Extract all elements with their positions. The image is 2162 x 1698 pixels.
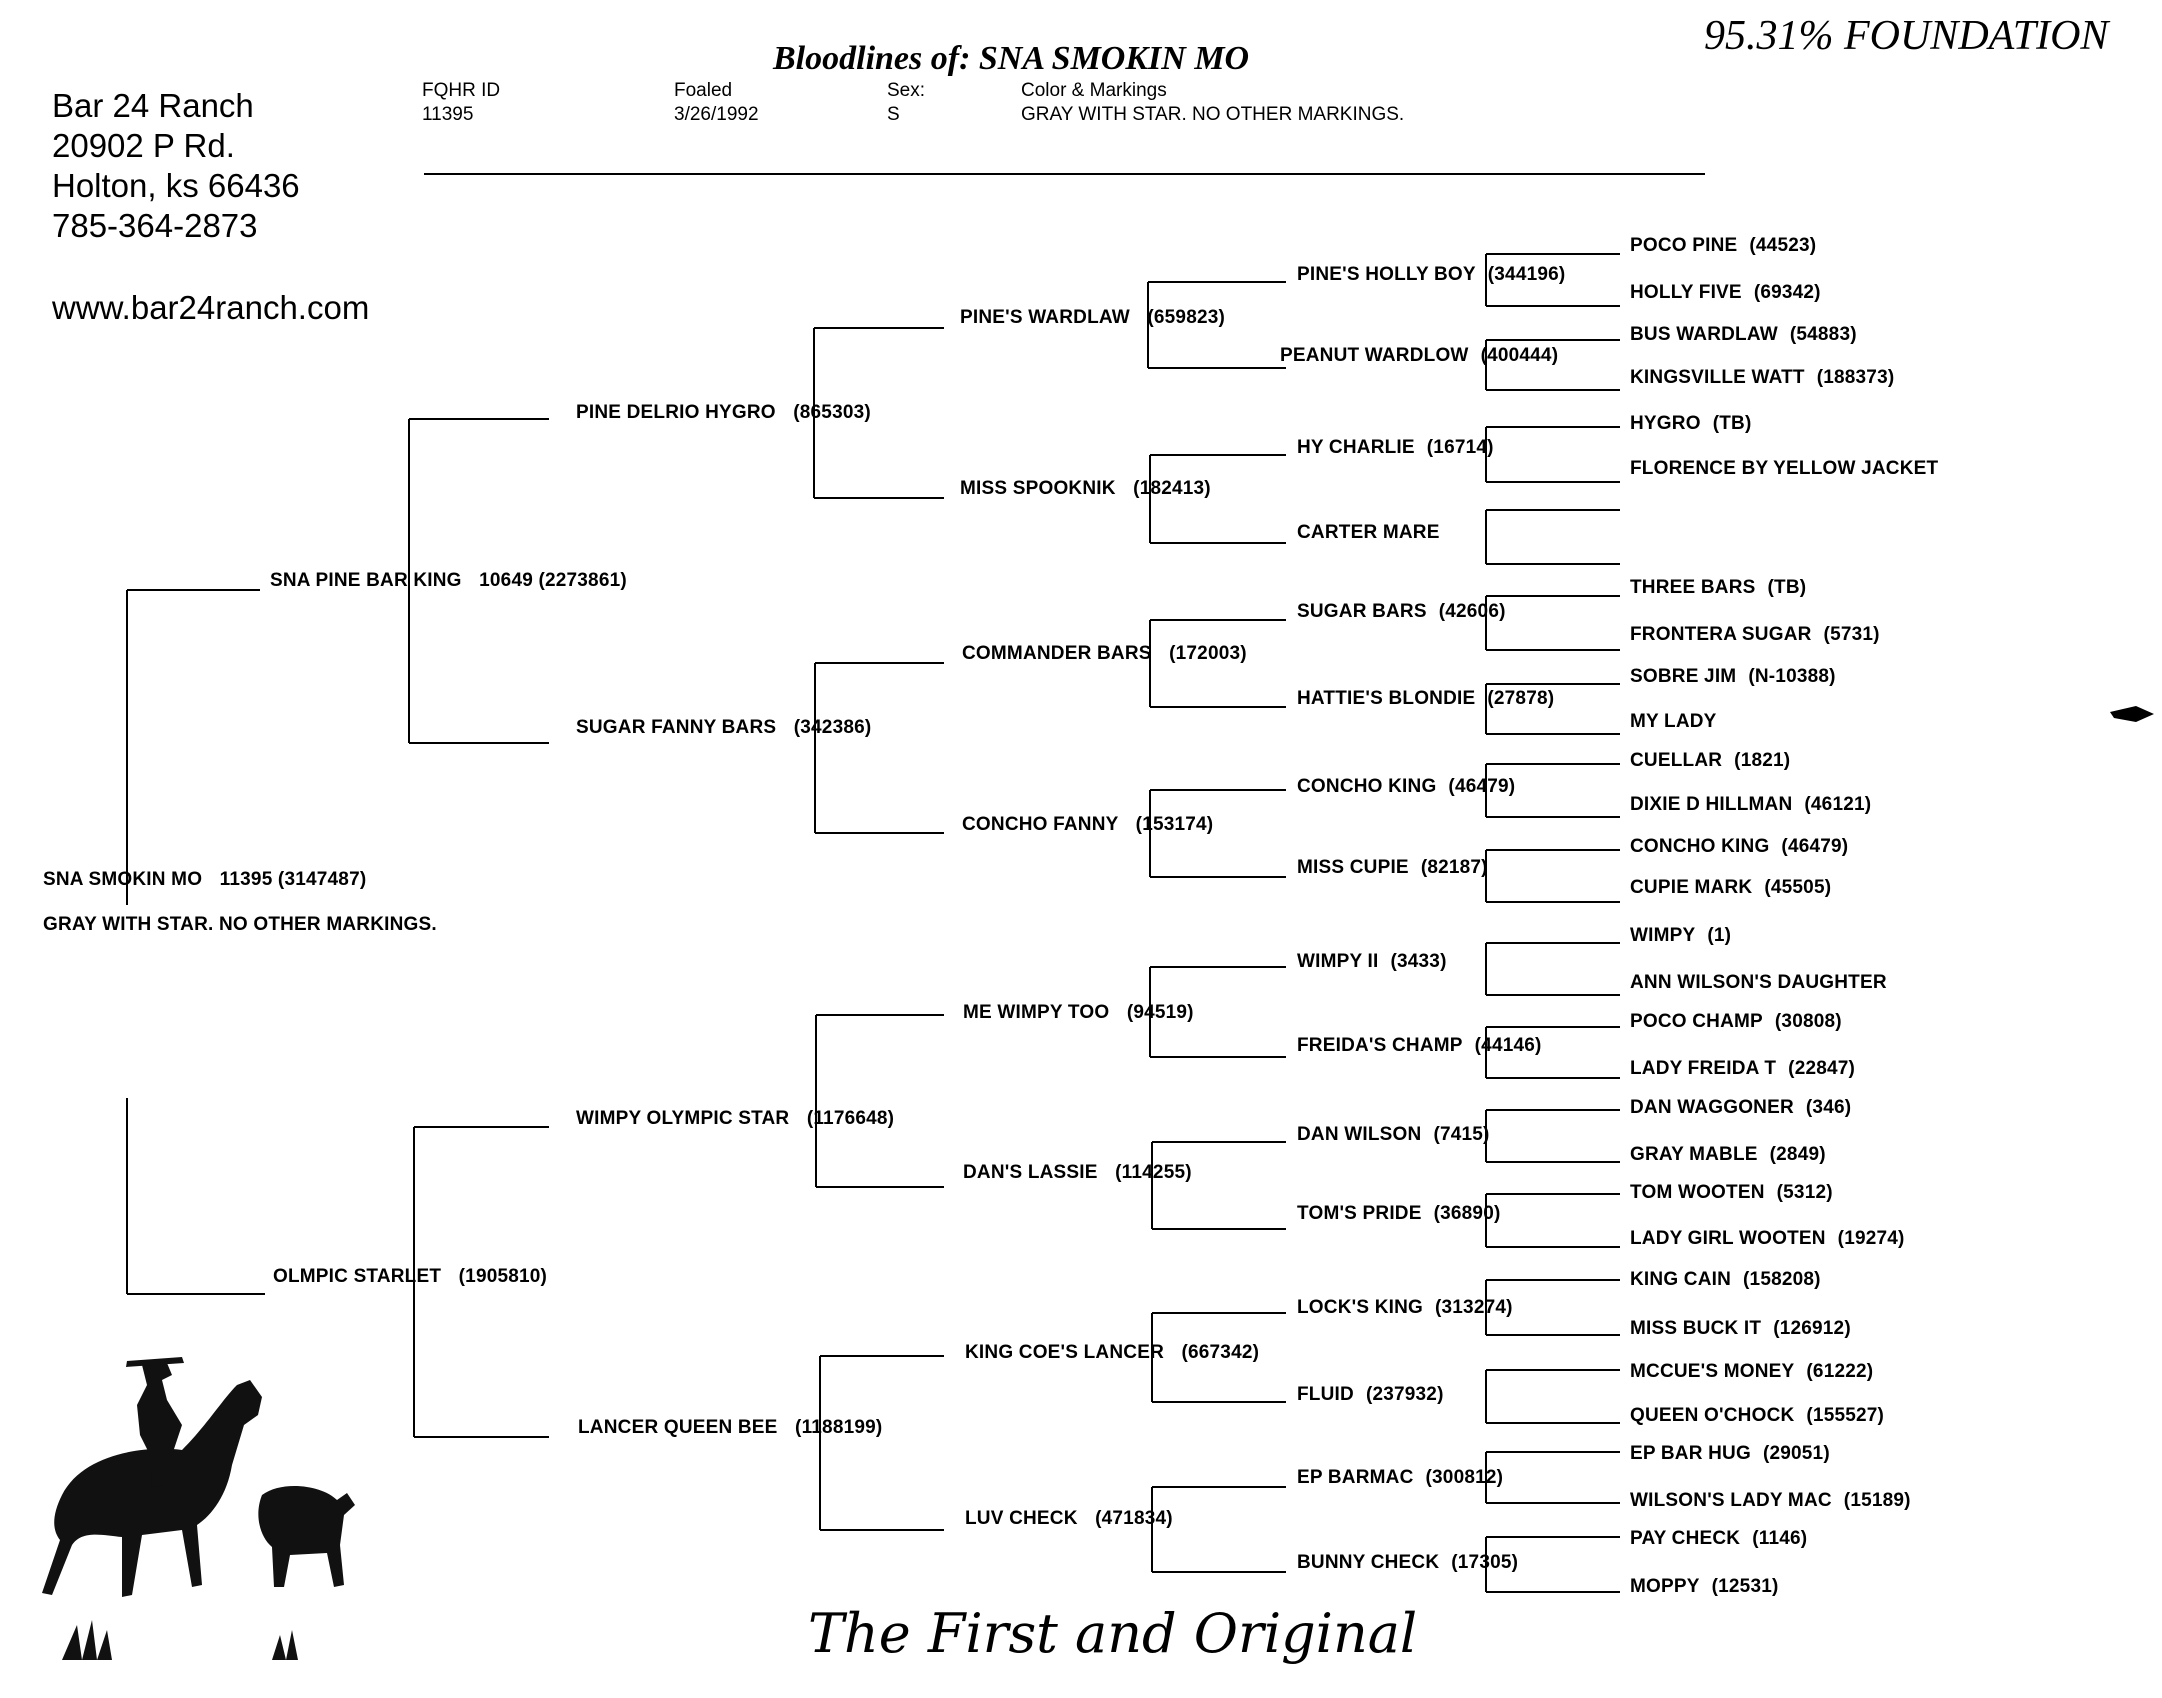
gen4-entry xyxy=(1297,1552,1518,1574)
horse-name: GRAY MABLE xyxy=(1630,1144,1758,1165)
horse-name: ANN WILSON'S DAUGHTER xyxy=(1630,972,1887,993)
gen5-entry xyxy=(1630,1443,1830,1465)
gen5-entry xyxy=(1630,413,1751,435)
gen5-entry xyxy=(1630,624,1880,646)
sex-label: Sex: xyxy=(887,80,926,101)
gen5-entry xyxy=(1630,1144,1826,1166)
horse-name: PINE'S WARDLAW xyxy=(960,307,1130,328)
foaled-label: Foaled xyxy=(674,80,733,101)
horse-name: FLORENCE BY YELLOW JACKET xyxy=(1630,458,1939,479)
horse-reg-id: 10649 (2273861) xyxy=(479,570,627,591)
horse-reg-id: (1905810) xyxy=(458,1266,548,1287)
horse-reg-id: (45505) xyxy=(1764,877,1832,898)
gen5-entry xyxy=(1630,1318,1851,1340)
gen4-entry xyxy=(1297,1467,1503,1489)
horse-name: PAY CHECK xyxy=(1630,1528,1741,1549)
horse-reg-id: (54883) xyxy=(1789,324,1857,345)
gen5-entry xyxy=(1630,925,1731,947)
horse-reg-id: (15189) xyxy=(1843,1490,1911,1511)
horse-reg-id: (61222) xyxy=(1806,1361,1874,1382)
horse-name: MOPPY xyxy=(1630,1576,1700,1597)
horse-reg-id: (1146) xyxy=(1752,1528,1808,1549)
horse-reg-id: (300812) xyxy=(1425,1467,1504,1488)
horse-reg-id: (46479) xyxy=(1781,836,1849,857)
gen4-entry xyxy=(1297,437,1494,459)
subject-markings: GRAY WITH STAR. NO OTHER MARKINGS. xyxy=(43,914,437,935)
fqhr-id-label: FQHR ID xyxy=(422,80,501,101)
horse-reg-id: (22847) xyxy=(1788,1058,1856,1079)
gen2-entry xyxy=(578,1417,882,1439)
horse-reg-id: (30808) xyxy=(1774,1011,1842,1032)
horse-name: DIXIE D HILLMAN xyxy=(1630,794,1793,815)
horse-name: CUELLAR xyxy=(1630,750,1723,771)
gen3-entry xyxy=(962,643,1247,665)
gen2-entry xyxy=(576,1108,894,1130)
horse-name: PEANUT WARDLOW xyxy=(1280,345,1469,366)
arrow-icon xyxy=(2108,700,2158,730)
horse-name: FREIDA'S CHAMP xyxy=(1297,1035,1463,1056)
gen4-entry xyxy=(1297,1203,1501,1225)
horse-reg-id: (114255) xyxy=(1115,1162,1192,1183)
gen3-entry xyxy=(963,1162,1192,1184)
gen4-entry xyxy=(1297,951,1447,973)
page-title: Bloodlines of: SNA SMOKIN MO xyxy=(773,40,1250,77)
horse-name: WIMPY xyxy=(1630,925,1696,946)
gen5-entry xyxy=(1630,1011,1842,1033)
gen4-entry xyxy=(1297,1035,1542,1057)
horse-name: CUPIE MARK xyxy=(1630,877,1753,898)
ranch-city: Holton, ks 66436 xyxy=(52,167,300,204)
gen5-entry xyxy=(1630,877,1831,899)
horse-reg-id: (69342) xyxy=(1753,282,1821,303)
ranch-address xyxy=(52,86,300,246)
horse-reg-id: (346) xyxy=(1805,1097,1852,1118)
horse-reg-id: (342386) xyxy=(793,717,872,738)
gen4-entry xyxy=(1297,264,1565,286)
color-markings-value: GRAY WITH STAR. NO OTHER MARKINGS. xyxy=(1021,104,1405,125)
gen4-entry xyxy=(1297,522,1452,544)
horse-reg-id: (36890) xyxy=(1433,1203,1501,1224)
horse-name: MISS CUPIE xyxy=(1297,857,1409,878)
ranch-website-link[interactable]: www.bar24ranch.com xyxy=(52,289,370,326)
gen5-entry xyxy=(1630,282,1821,304)
footer-motto: The First and Original xyxy=(808,1602,1418,1665)
horse-name: ME WIMPY TOO xyxy=(963,1002,1110,1023)
horse-name: PINE'S HOLLY BOY xyxy=(1297,264,1476,285)
ranch-phone: 785-364-2873 xyxy=(52,207,258,244)
horse-name: PINE DELRIO HYGRO xyxy=(576,402,776,423)
gen5-entry xyxy=(1630,1269,1821,1291)
horse-reg-id: (46479) xyxy=(1448,776,1516,797)
gen5-entry xyxy=(1630,1576,1779,1598)
horse-reg-id: (94519) xyxy=(1126,1002,1194,1023)
horse-name: CARTER MARE xyxy=(1297,522,1440,543)
horse-name: MISS BUCK IT xyxy=(1630,1318,1762,1339)
horse-name: KING COE'S LANCER xyxy=(965,1342,1164,1363)
horse-name: HOLLY FIVE xyxy=(1630,282,1742,303)
horse-reg-id: (155527) xyxy=(1806,1405,1885,1426)
horse-name: POCO PINE xyxy=(1630,235,1738,256)
horse-reg-id: (12531) xyxy=(1711,1576,1779,1597)
gen3-entry xyxy=(965,1508,1173,1530)
gen5-entry xyxy=(1630,1228,1905,1250)
gen5-entry xyxy=(1630,235,1816,257)
foundation-percentage: 95.31% FOUNDATION xyxy=(1704,13,2109,59)
horse-reg-id: (1) xyxy=(1707,925,1732,946)
gen3-entry xyxy=(963,1002,1194,1024)
horse-name: BUS WARDLAW xyxy=(1630,324,1778,345)
gen5-entry xyxy=(1630,836,1848,858)
horse-name: KINGSVILLE WATT xyxy=(1630,367,1805,388)
horse-name: KING CAIN xyxy=(1630,1269,1732,1290)
horse-reg-id: (158208) xyxy=(1743,1269,1821,1290)
horse-name: CONCHO KING xyxy=(1297,776,1437,797)
cowboy-horse-illustration xyxy=(22,1325,372,1665)
horse-reg-id: (82187) xyxy=(1420,857,1488,878)
horse-reg-id: (471834) xyxy=(1095,1508,1173,1529)
sex-value: S xyxy=(887,104,900,125)
horse-name: DAN WAGGONER xyxy=(1630,1097,1794,1118)
horse-reg-id: (TB) xyxy=(1712,413,1752,434)
horse-reg-id: (153174) xyxy=(1135,814,1214,835)
horse-name: LUV CHECK xyxy=(965,1508,1078,1529)
horse-reg-id: (TB) xyxy=(1767,577,1807,598)
gen5-entry xyxy=(1630,1490,1911,1512)
gen4-entry xyxy=(1297,857,1488,879)
horse-name: LADY GIRL WOOTEN xyxy=(1630,1228,1826,1249)
horse-reg-id: (182413) xyxy=(1133,478,1211,499)
horse-name: HATTIE'S BLONDIE xyxy=(1297,688,1476,709)
horse-name: LANCER QUEEN BEE xyxy=(578,1417,778,1438)
gen5-entry xyxy=(1630,1097,1851,1119)
horse-reg-id: (17305) xyxy=(1451,1552,1519,1573)
gen3-entry xyxy=(962,814,1213,836)
ranch-street: 20902 P Rd. xyxy=(52,127,235,164)
gen5-entry xyxy=(1630,1528,1807,1550)
gen5-entry xyxy=(1630,577,1806,599)
gen4-entry xyxy=(1297,1124,1490,1146)
horse-name: DAN WILSON xyxy=(1297,1124,1422,1145)
horse-reg-id: (667342) xyxy=(1181,1342,1260,1363)
gen5-entry xyxy=(1630,794,1871,816)
horse-reg-id: (46121) xyxy=(1804,794,1872,815)
horse-name: MCCUE'S MONEY xyxy=(1630,1361,1795,1382)
horse-reg-id: (44146) xyxy=(1474,1035,1542,1056)
horse-reg-id: (1176648) xyxy=(806,1108,895,1129)
horse-reg-id: (3433) xyxy=(1390,951,1447,972)
horse-name: HY CHARLIE xyxy=(1297,437,1415,458)
horse-reg-id: (7415) xyxy=(1433,1124,1490,1145)
gen3-entry xyxy=(960,307,1225,329)
horse-name: FRONTERA SUGAR xyxy=(1630,624,1812,645)
horse-name: THREE BARS xyxy=(1630,577,1756,598)
gen5-entry xyxy=(1630,1058,1855,1080)
gen5-entry xyxy=(1630,666,1836,688)
subject-name: SNA SMOKIN MO xyxy=(43,869,203,890)
horse-name: LADY FREIDA T xyxy=(1630,1058,1777,1079)
horse-reg-id: (344196) xyxy=(1487,264,1566,285)
horse-name: POCO CHAMP xyxy=(1630,1011,1763,1032)
gen5-entry xyxy=(1630,750,1790,772)
horse-reg-id: (N-10388) xyxy=(1748,666,1836,687)
horse-reg-id: (172003) xyxy=(1169,643,1247,664)
gen5-entry xyxy=(1630,367,1894,389)
horse-name: SNA PINE BAR KING xyxy=(270,570,462,591)
horse-name: TOM'S PRIDE xyxy=(1297,1203,1422,1224)
horse-name: EP BAR HUG xyxy=(1630,1443,1751,1464)
horse-name: FLUID xyxy=(1297,1384,1354,1405)
gen4-entry xyxy=(1297,601,1506,623)
horse-reg-id: (27878) xyxy=(1487,688,1555,709)
horse-name: COMMANDER BARS xyxy=(962,643,1152,664)
horse-reg-id: (29051) xyxy=(1762,1443,1830,1464)
gen4-entry xyxy=(1280,345,1558,367)
dam-entry xyxy=(273,1266,547,1288)
gen3-entry xyxy=(965,1342,1259,1364)
horse-reg-id: (19274) xyxy=(1837,1228,1905,1249)
horse-reg-id: (400444) xyxy=(1480,345,1559,366)
gen2-entry xyxy=(576,717,871,739)
horse-name: EP BARMAC xyxy=(1297,1467,1414,1488)
horse-name: DAN'S LASSIE xyxy=(963,1162,1098,1183)
gen5-entry xyxy=(1630,972,1899,994)
horse-name: TOM WOOTEN xyxy=(1630,1182,1765,1203)
color-markings-label: Color & Markings xyxy=(1021,80,1167,101)
gen5-entry xyxy=(1630,324,1857,346)
horse-reg-id: (237932) xyxy=(1365,1384,1444,1405)
gen2-entry xyxy=(576,402,871,424)
gen5-entry xyxy=(1630,458,1950,480)
gen5-entry xyxy=(1630,1361,1873,1383)
horse-reg-id: (44523) xyxy=(1749,235,1817,256)
horse-name: MISS SPOOKNIK xyxy=(960,478,1116,499)
gen4-entry xyxy=(1297,776,1515,798)
horse-reg-id: (659823) xyxy=(1147,307,1226,328)
horse-reg-id: (313274) xyxy=(1435,1297,1513,1318)
horse-name: BUNNY CHECK xyxy=(1297,1552,1440,1573)
horse-reg-id: (42606) xyxy=(1438,601,1506,622)
horse-name: HYGRO xyxy=(1630,413,1701,434)
gen4-entry xyxy=(1297,688,1554,710)
horse-reg-id: (1188199) xyxy=(795,1417,883,1438)
horse-name: OLMPIC STARLET xyxy=(273,1266,442,1287)
horse-name: CONCHO KING xyxy=(1630,836,1770,857)
horse-reg-id: (865303) xyxy=(793,402,871,423)
subject-id: 11395 (3147487) xyxy=(219,869,367,890)
horse-name: WIMPY OLYMPIC STAR xyxy=(576,1108,790,1129)
horse-name: SUGAR FANNY BARS xyxy=(576,717,777,738)
gen5-entry xyxy=(1630,711,1729,733)
foaled-value: 3/26/1992 xyxy=(674,104,759,125)
gen5-entry xyxy=(1630,1182,1833,1204)
subject-horse xyxy=(43,869,366,891)
sire-entry xyxy=(270,570,627,592)
gen5-entry xyxy=(1630,1405,1884,1427)
horse-name: CONCHO FANNY xyxy=(962,814,1119,835)
horse-name: QUEEN O'CHOCK xyxy=(1630,1405,1795,1426)
horse-name: SOBRE JIM xyxy=(1630,666,1737,687)
horse-name: WIMPY II xyxy=(1297,951,1379,972)
horse-reg-id: (16714) xyxy=(1426,437,1494,458)
gen3-entry xyxy=(960,478,1211,500)
horse-reg-id: (5731) xyxy=(1823,624,1880,645)
horse-name: WILSON'S LADY MAC xyxy=(1630,1490,1832,1511)
horse-reg-id: (5312) xyxy=(1776,1182,1833,1203)
horse-reg-id: (2849) xyxy=(1769,1144,1826,1165)
gen4-entry xyxy=(1297,1384,1444,1406)
horse-name: MY LADY xyxy=(1630,711,1717,732)
horse-reg-id: (126912) xyxy=(1773,1318,1851,1339)
gen4-entry xyxy=(1297,1297,1513,1319)
ranch-name: Bar 24 Ranch xyxy=(52,87,254,124)
horse-name: SUGAR BARS xyxy=(1297,601,1427,622)
horse-name: LOCK'S KING xyxy=(1297,1297,1423,1318)
fqhr-id-value: 11395 xyxy=(422,104,474,125)
horse-reg-id: (188373) xyxy=(1816,367,1895,388)
horse-reg-id: (1821) xyxy=(1734,750,1791,771)
